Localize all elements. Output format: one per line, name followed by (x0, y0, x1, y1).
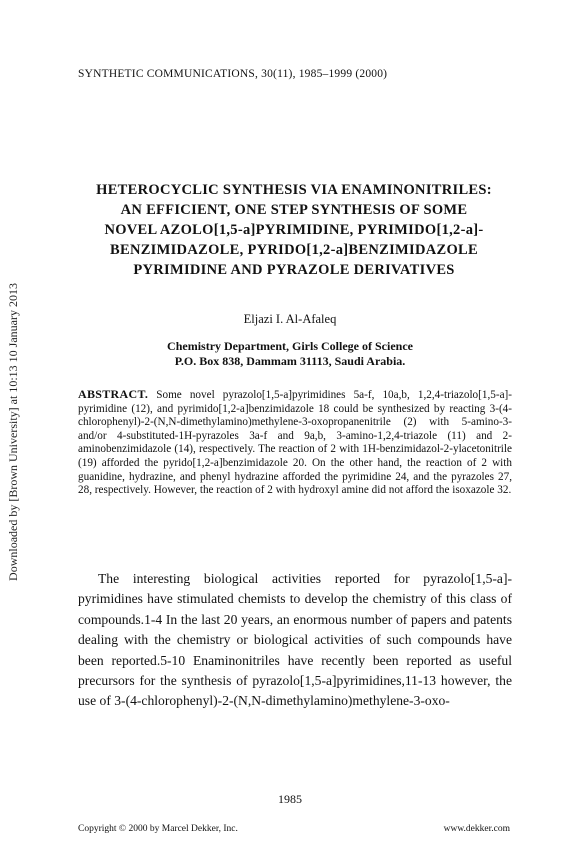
publisher-website: www.dekker.com (443, 824, 510, 834)
article-title (78, 180, 510, 280)
abstract (78, 388, 512, 498)
body-paragraph: The interesting biological activities reported for pyrazolo[1,5-a]-pyrimidines have stimulated chemists to develop the chemistry of this class of compounds.1-4 In the last 20 years, an enormous number of papers and patents dealing with the chemistry or biological activities of such compounds have been reported.5-10 Enaminonitriles have recently been reported as useful precursors for the synthesis of pyrazolo[1,5-a]pyrimidines,11-13 however, the use of 3-(4-chlorophenyl)-2-(N,N-dimethylamino)methylene-3-oxo- (78, 571, 512, 709)
copyright-notice: Copyright © 2000 by Marcel Dekker, Inc. (78, 824, 238, 834)
title-line: HETEROCYCLIC SYNTHESIS VIA ENAMINONITRILES: (96, 182, 492, 198)
title-line: AN EFFICIENT, ONE STEP SYNTHESIS OF SOME (120, 202, 468, 218)
affiliation-line: P.O. Box 838, Dammam 31113, Saudi Arabia. (174, 354, 406, 368)
title-line: NOVEL AZOLO[1,5-a]PYRIMIDINE, PYRIMIDO[1,2-a]- (104, 222, 484, 238)
author-name: Eljazi I. Al-Afaleq (243, 312, 337, 326)
title-line: PYRIMIDINE AND PYRAZOLE DERIVATIVES (133, 262, 455, 278)
affiliation-line: Chemistry Department, Girls College of Science (167, 339, 413, 353)
page-number: 1985 (278, 792, 302, 806)
affiliation (0, 339, 580, 369)
abstract-label: ABSTRACT. (78, 387, 149, 401)
title-line: BENZIMIDAZOLE, PYRIDO[1,2-a]BENZIMIDAZOLE (110, 242, 478, 258)
journal-header: SYNTHETIC COMMUNICATIONS, 30(11), 1985–1999 (2000) (78, 68, 388, 80)
body-text (78, 569, 512, 712)
download-watermark: Downloaded by [Brown University] at 10:13 10 January 2013 (6, 283, 20, 581)
abstract-text: Some novel pyrazolo[1,5-a]pyrimidines 5a-f, 10a,b, 1,2,4-triazolo[1,5-a]-pyrimidine (12), and pyrimido[1,2-a]benzimidazole 18 could be synthesized by reacting 3-(4-chlorophenyl)-2-(N,N-dimethylamino)methylene-3-oxopropanenitrile (2) with 5-amino-3- and/or 4-substituted-1H-pyrazoles 3a-f and 9a,b, 3-amino-1,2,4-triazole (11) and 2-aminobenzimidazole (14), respectively. The reaction of 2 with 1H-benzimidazol-2-ylacetonitrile (19) afforded the pyrido[1,2-a]benzimidazole 20. On the other hand, the reaction of 2 with guanidine, hydrazine, and phenyl hydrazine afforded the pyrimidine 24, and the pyrazoles 27, 28, respectively. However, the reaction of 2 with hydroxyl amine did not afford the isoxazole 32. (78, 389, 513, 497)
